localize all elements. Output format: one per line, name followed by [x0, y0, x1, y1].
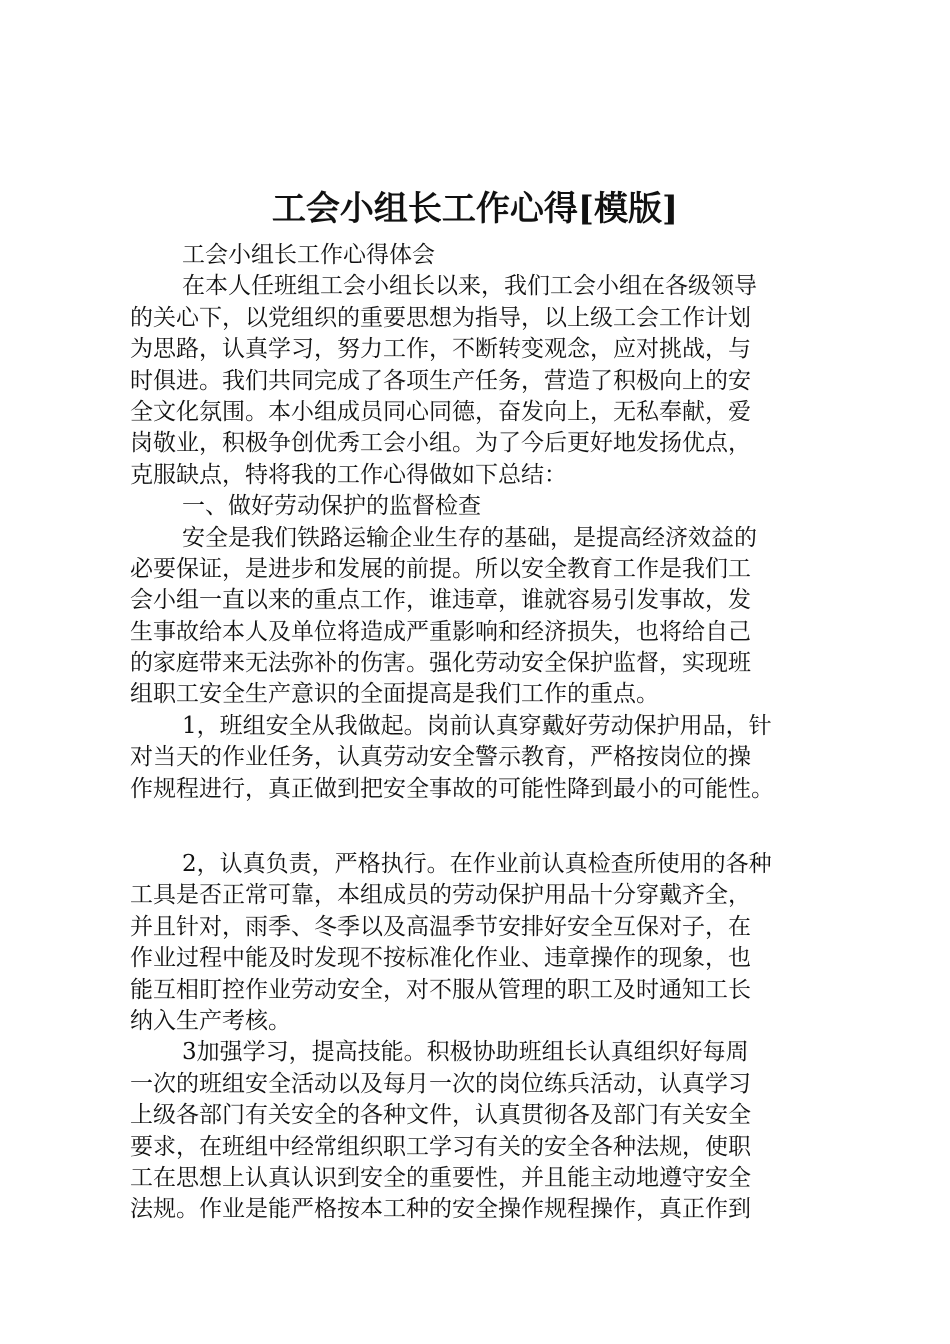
safety-line: 必要保证，是进步和发展的前提。所以安全教育工作是我们工 — [130, 555, 751, 582]
item-1-line: 作规程进行，真正做到把安全事故的可能性降到最小的可能性。 — [130, 775, 774, 802]
item-1-line: 对当天的作业任务，认真劳动安全警示教育，严格按岗位的操 — [130, 744, 751, 771]
item-3-line: 3加强学习，提高技能。积极协助班组长认真组织好每周 — [182, 1039, 749, 1066]
intro-line: 克服缺点，特将我的工作心得做如下总结： — [130, 461, 567, 488]
paragraph-gap — [130, 805, 830, 849]
item-2-line: 并且针对，雨季、冬季以及高温季节安排好安全互保对子，在 — [130, 913, 751, 940]
section-heading: 一、做好劳动保护的监督检查 — [182, 493, 481, 520]
safety-line: 会小组一直以来的重点工作，谁违章，谁就容易引发事故，发 — [130, 587, 751, 614]
item-3-line: 法规。作业是能严格按本工种的安全操作规程操作，真正作到 — [130, 1196, 751, 1223]
intro-line: 的关心下，以党组织的重要思想为指导，以上级工会工作计划 — [130, 304, 751, 331]
item-2-line: 纳入生产考核。 — [130, 1007, 291, 1034]
item-3-line: 要求，在班组中经常组织职工学习有关的安全各种法规，使职 — [130, 1133, 751, 1160]
safety-line: 生事故给本人及单位将造成严重影响和经济损失，也将给自己 — [130, 618, 751, 645]
item-2-line: 工具是否正常可靠，本组成员的劳动保护用品十分穿戴齐全， — [130, 882, 751, 909]
item-2-line: 作业过程中能及时发现不按标准化作业、违章操作的现象，也 — [130, 945, 751, 972]
document-title: 工会小组长工作心得[模版] — [271, 189, 679, 229]
item-1-line: 1，班组安全从我做起。岗前认真穿戴好劳动保护用品，针 — [182, 712, 772, 739]
item-3-line: 上级各部门有关安全的各种文件，认真贯彻各及部门有关安全 — [130, 1102, 751, 1129]
item-3-line: 一次的班组安全活动以及每月一次的岗位练兵活动，认真学习 — [130, 1070, 751, 1097]
safety-line: 组职工安全生产意识的全面提高是我们工作的重点。 — [130, 681, 659, 708]
safety-line: 的家庭带来无法弥补的伤害。强化劳动安全保护监督，实现班 — [130, 650, 751, 677]
document-body — [130, 240, 830, 1226]
document-subtitle: 工会小组长工作心得体会 — [182, 242, 435, 268]
item-2-line: 能互相盯控作业劳动安全，对不服从管理的职工及时通知工长 — [130, 976, 751, 1003]
intro-line: 岗敬业，积极争创优秀工会小组。为了今后更好地发扬优点， — [130, 430, 751, 457]
safety-line: 安全是我们铁路运输企业生存的基础，是提高经济效益的 — [182, 524, 757, 551]
intro-line: 为思路，认真学习，努力工作，不断转变观念，应对挑战，与 — [130, 336, 751, 363]
intro-line: 时俱进。我们共同完成了各项生产任务，营造了积极向上的安 — [130, 367, 751, 394]
item-2-line: 2，认真负责，严格执行。在作业前认真检查所使用的各种 — [182, 851, 772, 878]
intro-line: 全文化氛围。本小组成员同心同德，奋发向上，无私奉献，爱 — [130, 398, 751, 425]
intro-line: 在本人任班组工会小组长以来，我们工会小组在各级领导 — [182, 273, 757, 300]
item-3-line: 工在思想上认真认识到安全的重要性，并且能主动地遵守安全 — [130, 1164, 751, 1191]
